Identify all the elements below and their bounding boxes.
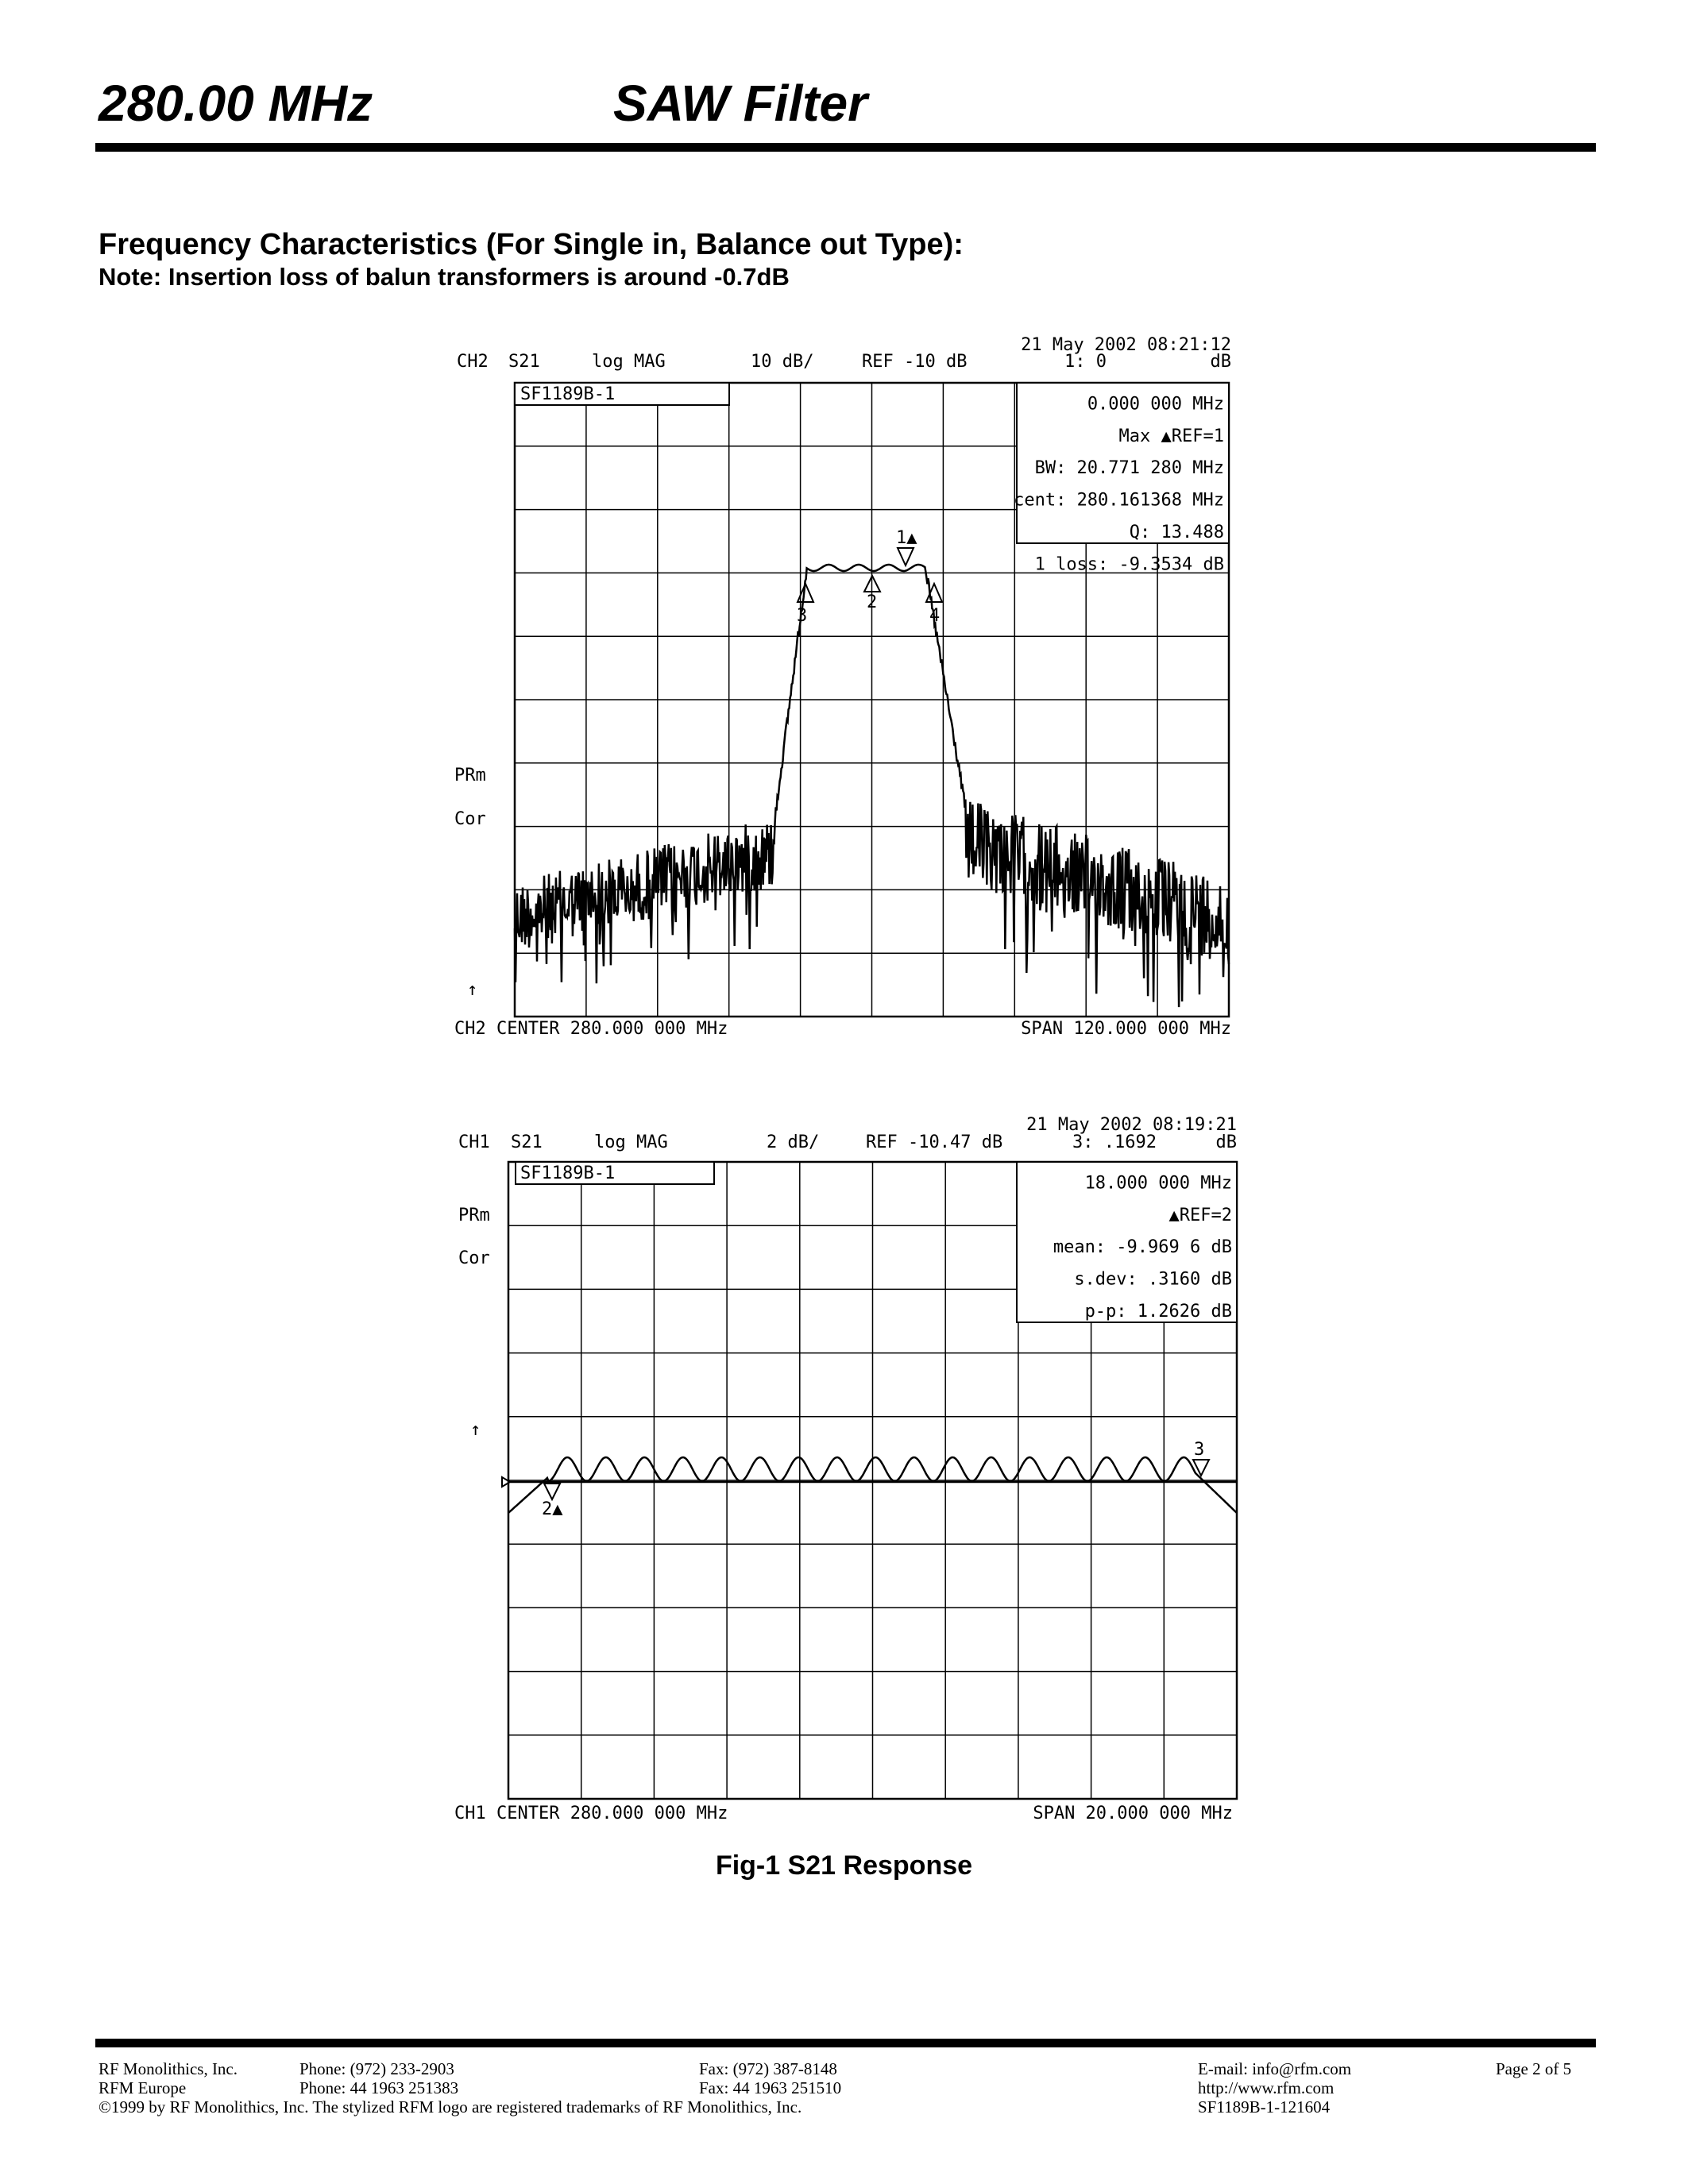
plot1-ref: REF -10 dB <box>862 352 968 372</box>
footer-phone-europe: Phone: 44 1963 251383 <box>299 2078 459 2097</box>
plot1-timestamp: 21 May 2002 08:21:12 <box>1021 335 1231 355</box>
plot1-markers <box>797 528 942 626</box>
marker-2-label: 2 <box>867 592 878 612</box>
plot1-side-label-cor: Cor <box>454 809 486 829</box>
footer-phone-us: Phone: (972) 233-2903 <box>299 2059 454 2078</box>
marker-1-icon <box>898 548 914 565</box>
plot2-table-row: 18.000 000 MHz <box>1084 1173 1232 1194</box>
footer-contact <box>1198 2059 1351 2116</box>
marker-1-label: 1▲ <box>896 528 917 548</box>
plot1-footer-center: CH2 CENTER 280.000 000 MHz <box>454 1019 728 1039</box>
plot1-table-row: BW: 20.771 280 MHz <box>1034 458 1224 479</box>
plot1-table-row: Q: 13.488 <box>1129 523 1224 542</box>
footer-email-link[interactable]: E-mail: info@rfm.com <box>1198 2059 1352 2078</box>
plot1-table-row: Max ▲REF=1 <box>1118 426 1224 446</box>
footer-company-europe: RFM Europe <box>98 2078 187 2097</box>
plot1-marker-table <box>1014 383 1229 574</box>
footer-page-number: Page 2 of 5 <box>1496 2059 1572 2078</box>
marker-2-label: 2▲ <box>542 1499 563 1519</box>
plot1-channel: CH2 <box>457 352 489 372</box>
figure-caption: Fig-1 S21 Response <box>715 1850 973 1881</box>
footer-rule <box>95 2039 1596 2047</box>
plot2-format: log MAG <box>594 1133 668 1152</box>
marker-3-label: 3 <box>1194 1440 1205 1460</box>
plot2-table-row: p-p: 1.2626 dB <box>1084 1302 1232 1322</box>
plot1-marker-unit: dB <box>1210 352 1231 372</box>
plot1-side-label-arrow: ↑ <box>467 980 478 1000</box>
footer-copyright: ©1999 by RF Monolithics, Inc. The stylized RFM logo are registered trademarks of RF Monolithics, Inc. <box>98 2097 802 2116</box>
plot2-sample: SF1189B-1 <box>520 1163 616 1183</box>
plot2-timestamp: 21 May 2002 08:19:21 <box>1026 1115 1237 1135</box>
footer-company <box>98 2059 238 2097</box>
footer-phones <box>299 2059 458 2097</box>
plot1-table-row: 1 loss: -9.3534 dB <box>1034 554 1224 575</box>
plot2-footer-span: SPAN 20.000 000 MHz <box>1033 1804 1233 1823</box>
plot2-ref: REF -10.47 dB <box>866 1133 1003 1152</box>
footer-company-us: RF Monolithics, Inc. <box>98 2059 238 2078</box>
footer-fax-us: Fax: (972) 387-8148 <box>699 2059 837 2078</box>
plot1-marker-readout: 1: 0 <box>1064 352 1107 372</box>
plot2-footer-center: CH1 CENTER 280.000 000 MHz <box>454 1804 728 1823</box>
plot2 <box>454 1115 1237 1823</box>
plot1-param: S21 <box>508 352 540 372</box>
plot2-side-label-cor: Cor <box>458 1248 490 1268</box>
section-title: Frequency Characteristics (For Single in, Balance out Type): <box>98 228 964 261</box>
plot1-table-row: cent: 280.161368 MHz <box>1014 490 1224 511</box>
plot2-table-row: ▲REF=2 <box>1168 1205 1232 1225</box>
plot2-marker-readout: 3: .1692 <box>1072 1133 1157 1152</box>
plot2-side-label-arrow: ↑ <box>470 1420 481 1440</box>
plot1-footer-span: SPAN 120.000 000 MHz <box>1021 1019 1231 1039</box>
plot2-side-label-prm: PRm <box>458 1206 490 1225</box>
plot2-marker-unit: dB <box>1215 1133 1237 1152</box>
plot2-scale: 2 dB/ <box>767 1133 820 1152</box>
footer-doc-id: SF1189B-1-121604 <box>1198 2097 1331 2116</box>
plot1-side-label-prm: PRm <box>454 766 486 785</box>
plot1 <box>454 335 1231 1039</box>
plot1-format: log MAG <box>592 352 666 372</box>
plot2-markers <box>542 1440 1209 1519</box>
footer-fax-europe: Fax: 44 1963 251510 <box>699 2078 842 2097</box>
plot1-table-row: 0.000 000 MHz <box>1087 394 1224 415</box>
header-frequency: 280.00 MHz <box>98 75 373 132</box>
plot2-channel: CH1 <box>458 1133 490 1152</box>
section-note: Note: Insertion loss of balun transformers is around -0.7dB <box>98 263 790 291</box>
marker-2-icon <box>544 1484 560 1499</box>
marker-3-label: 3 <box>797 606 808 626</box>
plot2-param: S21 <box>511 1133 543 1152</box>
plot2-table-row: s.dev: .3160 dB <box>1074 1269 1232 1290</box>
plot1-sample: SF1189B-1 <box>520 384 616 404</box>
header-product: SAW Filter <box>613 75 868 132</box>
footer-website-link[interactable]: http://www.rfm.com <box>1198 2078 1335 2097</box>
plot2-table-row: mean: -9.969 6 dB <box>1053 1237 1232 1258</box>
plot2-marker-table <box>1017 1162 1237 1322</box>
footer-faxes <box>699 2059 841 2097</box>
plot1-scale: 10 dB/ <box>751 352 814 372</box>
marker-4-label: 4 <box>929 606 941 626</box>
